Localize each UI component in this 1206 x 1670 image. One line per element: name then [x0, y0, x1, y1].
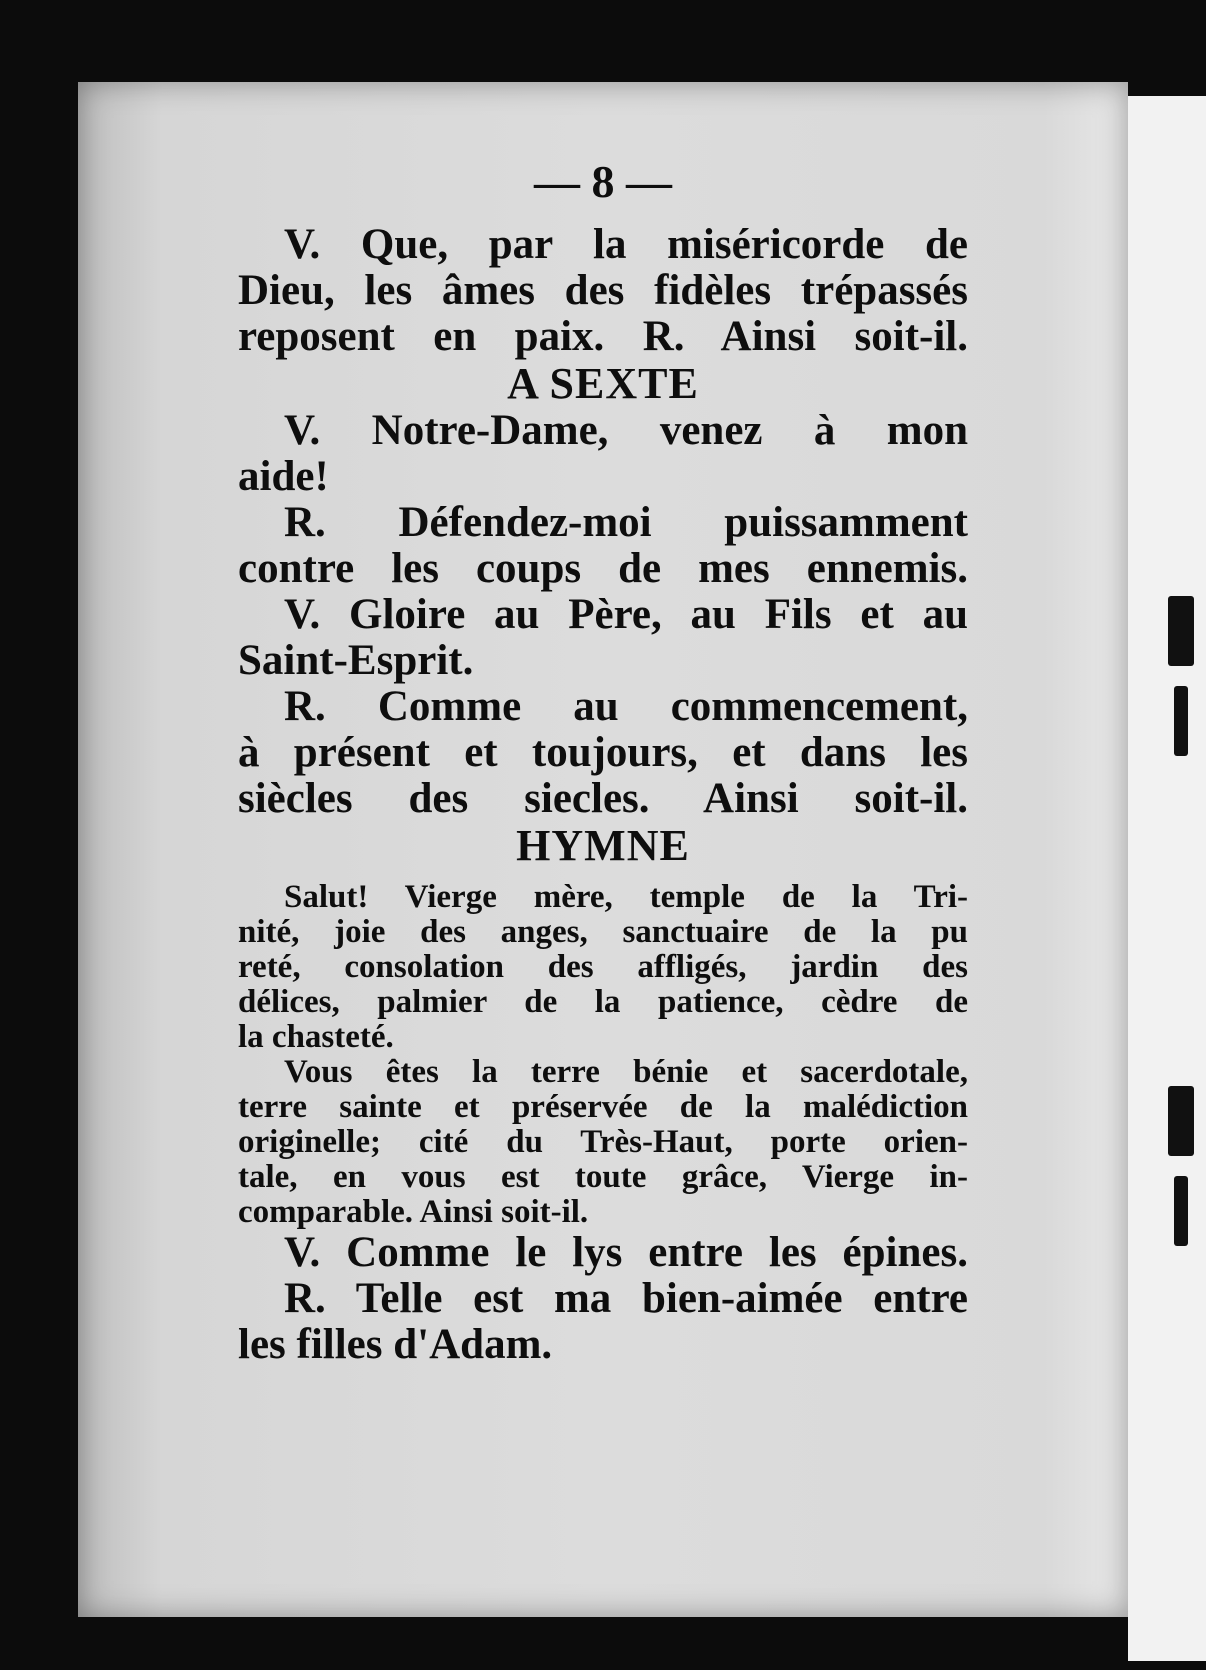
text-line: la chasteté. [238, 1020, 394, 1055]
margin-mark [1168, 596, 1194, 666]
text-line: nité, joie des anges, sanctuaire de la pu [238, 915, 968, 950]
text-line: siècles des siecles. Ainsi soit-il. [238, 776, 968, 822]
text-line: V. Gloire au Père, au Fils et au [284, 592, 968, 638]
page-text [238, 152, 968, 1368]
text-line: Saint-Esprit. [238, 638, 474, 684]
text-line: R. Telle est ma bien-aimée entre [284, 1276, 968, 1322]
text-line: aide! [238, 454, 329, 500]
text-line: reté, consolation des affligés, jardin des [238, 950, 968, 985]
text-line: Dieu, les âmes des fidèles trépassés [238, 268, 968, 314]
margin-mark [1174, 1176, 1188, 1246]
book-page [78, 82, 1128, 1617]
text-line: R. Comme au commencement, [284, 684, 968, 730]
text-line: tale, en vous est toute grâce, Vierge in- [238, 1160, 968, 1195]
text-line: Salut! Vierge mère, temple de la Tri- [284, 880, 968, 915]
text-line: délices, palmier de la patience, cèdre de [238, 985, 968, 1020]
text-lines [238, 222, 968, 1368]
text-line: R. Défendez-moi puissamment [284, 500, 968, 546]
text-line: V. Que, par la miséricorde de [284, 222, 968, 268]
margin-mark [1174, 686, 1188, 756]
section-heading: A SEXTE [507, 360, 699, 408]
text-line: reposent en paix. R. Ainsi soit-il. [238, 314, 968, 360]
text-line: V. Comme le lys entre les épines. [284, 1230, 968, 1276]
spacer [238, 870, 968, 880]
text-line: comparable. Ainsi soit-il. [238, 1195, 589, 1230]
margin-mark [1168, 1086, 1194, 1156]
text-line: les filles d'Adam. [238, 1322, 553, 1368]
page-number: — 8 — [534, 156, 672, 207]
text-line: V. Notre-Dame, venez à mon [284, 408, 968, 454]
text-line: Vous êtes la terre bénie et sacerdotale, [284, 1055, 968, 1090]
section-heading: HYMNE [516, 822, 690, 870]
text-line: originelle; cité du Très-Haut, porte orien- [238, 1125, 968, 1160]
text-line: terre sainte et préservée de la malédiction [238, 1090, 968, 1125]
text-line: à présent et toujours, et dans les [238, 730, 968, 776]
adjacent-page-edge [1128, 96, 1206, 1661]
text-line: contre les coups de mes ennemis. [238, 546, 968, 592]
